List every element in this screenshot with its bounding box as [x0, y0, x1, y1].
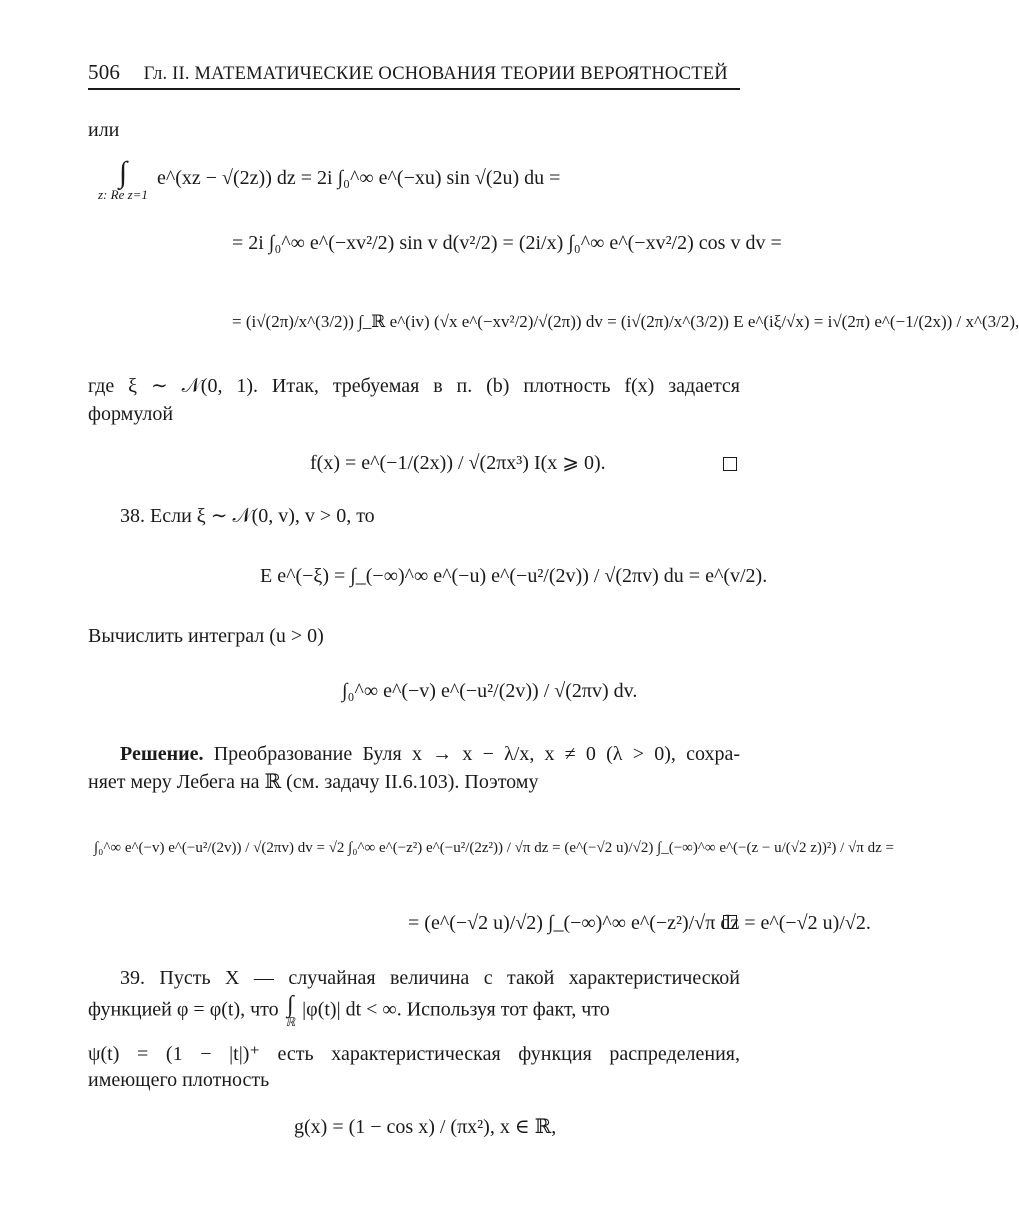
equation-density-f: f(x) = e^(−1/(2x)) / √(2πx³) I(x ⩾ 0).: [310, 452, 606, 474]
text-problem-39-line1: 39. Пусть X — случайная величина с такой характеристической: [120, 967, 740, 989]
qed-mark: [723, 457, 737, 471]
running-header: [88, 60, 740, 85]
equation-solution-1: ∫₀^∞ e^(−v) e^(−u²/(2v)) / √(2πv) dv = √2 ∫₀^∞ e^(−z²) e^(−u²/(2z²)) / √π dz = (e^(−√2 u)/√2) ∫_(−∞)^∞ e^(−(z − u/(√2 z))²) / √π dz =: [94, 840, 894, 856]
integral-sign: ∫ z: Re z=1: [98, 156, 148, 202]
equation-solution-2: = (e^(−√2 u)/√2) ∫_(−∞)^∞ e^(−z²)/√π dz = e^(−√2 u)/√2.: [408, 912, 871, 934]
integral-subscript: z: Re z=1: [98, 187, 148, 202]
text-problem-39-line2: [88, 994, 740, 1028]
solution-text: Преобразование Буля x → x − λ/x, x ≠ 0 (λ > 0), сохра-: [213, 743, 740, 765]
integral-sign-R: ∫ ℝ: [285, 992, 296, 1029]
equation-contour-integral: [94, 158, 560, 201]
equation-line-3: = (i√(2π)/x^(3/2)) ∫_ℝ e^(iv) (√x e^(−xv²/2)/√(2π)) dv = (i√(2π)/x^(3/2)) E e^(iξ/√x) = i√(2π) e^(−1/(2x)) / x^(3/2),: [232, 312, 1019, 331]
qed-mark-2: [723, 915, 737, 929]
text-where-line2: формулой: [88, 403, 174, 425]
page-number: 506: [88, 60, 121, 84]
equation-38: E e^(−ξ) = ∫_(−∞)^∞ e^(−u) e^(−u²/(2v)) / √(2πv) du = e^(v/2).: [260, 565, 768, 587]
text-solution-line2: няет меру Лебега на ℝ (см. задачу II.6.103). Поэтому: [88, 771, 539, 793]
text-problem-38: 38. Если ξ ∼ 𝒩(0, v), v > 0, то: [120, 505, 375, 527]
header-rule: [88, 88, 740, 90]
text-39-part-b: |φ(t)| dt < ∞. Используя тот факт, что: [302, 998, 610, 1021]
text-where-line1: где ξ ∼ 𝒩(0, 1). Итак, требуемая в п. (b) плотность f(x) задается: [88, 375, 740, 397]
text-problem-39-line4: имеющего плотность: [88, 1069, 270, 1091]
equation-integral: ∫₀^∞ e^(−v) e^(−u²/(2v)) / √(2πv) dv.: [342, 680, 638, 702]
text-solution-line1: [120, 740, 740, 768]
equation-line-2: = 2i ∫₀^∞ e^(−xv²/2) sin v d(v²/2) = (2i/x) ∫₀^∞ e^(−xv²/2) cos v dv =: [232, 232, 782, 254]
text-compute: Вычислить интеграл (u > 0): [88, 625, 324, 647]
chapter-title: Гл. II. МАТЕМАТИЧЕСКИЕ ОСНОВАНИЯ ТЕОРИИ ВЕРОЯТНОСТЕЙ: [143, 64, 728, 84]
solution-label: Решение.: [120, 743, 204, 765]
equation-text: e^(xz − √(2z)) dz = 2i ∫₀^∞ e^(−xu) sin √(2u) du =: [156, 167, 561, 190]
text-39-part-a: функцией φ = φ(t), что: [88, 998, 279, 1021]
equation-density-g: g(x) = (1 − cos x) / (πx²), x ∈ ℝ,: [294, 1116, 557, 1138]
text-or: или: [88, 119, 120, 141]
text-problem-39-line3: ψ(t) = (1 − |t|)⁺ есть характеристическая функция распределения,: [88, 1043, 740, 1065]
